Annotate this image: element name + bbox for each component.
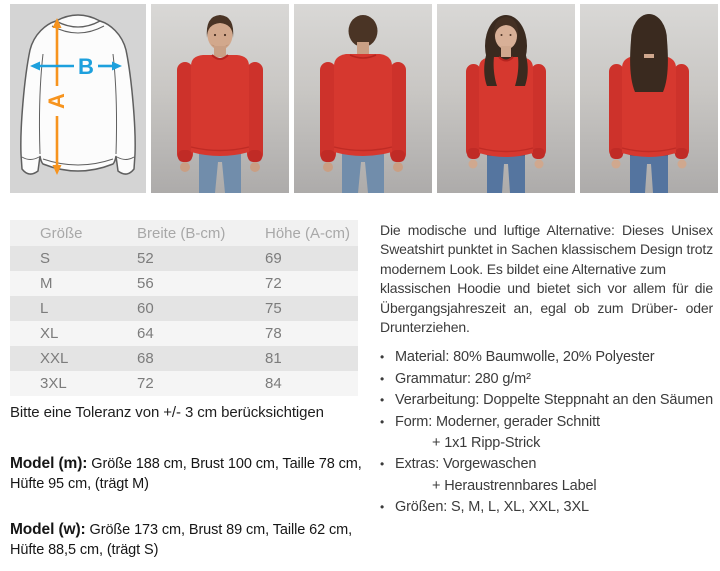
feature-text	[395, 454, 713, 497]
cell-size: XL	[10, 321, 107, 346]
bullet-icon: •	[380, 457, 385, 472]
product-image-gallery	[10, 4, 718, 193]
gallery-image-model-female-back[interactable]	[580, 4, 718, 193]
model-male-back-photo	[294, 4, 432, 193]
description-column	[380, 221, 713, 519]
cell-width: 68	[107, 346, 235, 371]
gallery-image-model-male-front[interactable]	[151, 4, 289, 193]
feature-main: Form: Moderner, gerader Schnitt	[395, 413, 600, 430]
cell-size: L	[10, 296, 107, 321]
bullet-icon: •	[380, 371, 385, 386]
model-male-measurements: Größe 188 cm, Brust 100 cm, Taille 78 cm, Hüfte 95 cm, (trägt M)	[10, 456, 362, 492]
cell-size: M	[10, 271, 107, 296]
cell-width: 64	[107, 321, 235, 346]
bullet-icon: •	[380, 393, 385, 408]
description-part1: Die modische und luftige Alternative: Dieses Unisex Sweatshirt punktet in Sachen klassischem Design trotz modernem Look. Es bildet eine Alternative zum	[380, 222, 713, 277]
cell-height: 75	[235, 296, 358, 321]
cell-height: 72	[235, 271, 358, 296]
bullet-icon: •	[380, 350, 385, 365]
table-row-l	[10, 296, 358, 321]
gallery-image-model-male-back[interactable]	[294, 4, 432, 193]
model-female-label: Model (w):	[10, 521, 86, 538]
feature-sub: + 1x1 Ripp-Strick	[432, 435, 541, 452]
feature-text: Verarbeitung: Doppelte Steppnaht an den Säumen	[395, 392, 713, 409]
table-row-m	[10, 271, 358, 296]
size-table-header-row	[10, 220, 358, 246]
cell-height: 78	[235, 321, 358, 346]
list-item-material	[380, 347, 713, 368]
gallery-image-size-diagram[interactable]	[10, 4, 146, 193]
feature-text	[395, 412, 713, 455]
feature-text: Größen: S, M, L, XL, XXL, 3XL	[395, 499, 589, 516]
list-item-form	[380, 412, 713, 455]
model-info-male	[10, 454, 372, 494]
feature-main: Extras: Vorgewaschen	[395, 456, 537, 473]
model-female-front-photo	[437, 4, 575, 193]
cell-size: 3XL	[10, 371, 107, 396]
bullet-icon: •	[380, 414, 385, 429]
tolerance-note: Bitte eine Toleranz von +/- 3 cm berücksichtigen	[10, 404, 324, 421]
table-row-xl	[10, 321, 358, 346]
product-description	[380, 221, 713, 337]
feature-list	[380, 347, 713, 518]
cell-width: 60	[107, 296, 235, 321]
table-row-s	[10, 246, 358, 271]
column-header-groesse: Größe	[10, 220, 107, 246]
measure-label-a: A	[44, 93, 69, 109]
cell-size: S	[10, 246, 107, 271]
list-item-grammatur	[380, 369, 713, 390]
column-header-breite: Breite (B-cm)	[107, 220, 235, 246]
cell-width: 72	[107, 371, 235, 396]
cell-width: 56	[107, 271, 235, 296]
model-female-measurements: Größe 173 cm, Brust 89 cm, Taille 62 cm, Hüfte 88,5 cm, (trägt S)	[10, 522, 353, 558]
cell-height: 81	[235, 346, 358, 371]
feature-text: Material: 80% Baumwolle, 20% Polyester	[395, 349, 655, 366]
cell-size: XXL	[10, 346, 107, 371]
bullet-icon: •	[380, 500, 385, 515]
table-row-3xl	[10, 371, 358, 396]
size-table	[10, 220, 358, 396]
measure-label-b: B	[78, 54, 94, 79]
feature-sub: + Heraustrennbares Label	[432, 477, 597, 494]
size-info-column	[10, 220, 362, 560]
table-row-xxl	[10, 346, 358, 371]
model-female-back-photo	[580, 4, 718, 193]
cell-width: 52	[107, 246, 235, 271]
model-male-front-photo	[151, 4, 289, 193]
model-male-label: Model (m):	[10, 455, 88, 472]
cell-height: 84	[235, 371, 358, 396]
sweatshirt-measure-diagram-icon	[10, 4, 146, 193]
list-item-extras	[380, 454, 713, 497]
list-item-verarbeitung	[380, 390, 713, 411]
description-part2: klassischen Hoodie und bietet sich vor allem für die Übergangsjahreszeit an, egal ob zum Drüber- oder Drunterziehen.	[380, 280, 713, 336]
column-header-hoehe: Höhe (A-cm)	[235, 220, 358, 246]
list-item-groessen	[380, 497, 713, 518]
model-info-female	[10, 520, 372, 560]
gallery-image-model-female-front[interactable]	[437, 4, 575, 193]
feature-text: Grammatur: 280 g/m²	[395, 370, 531, 387]
cell-height: 69	[235, 246, 358, 271]
